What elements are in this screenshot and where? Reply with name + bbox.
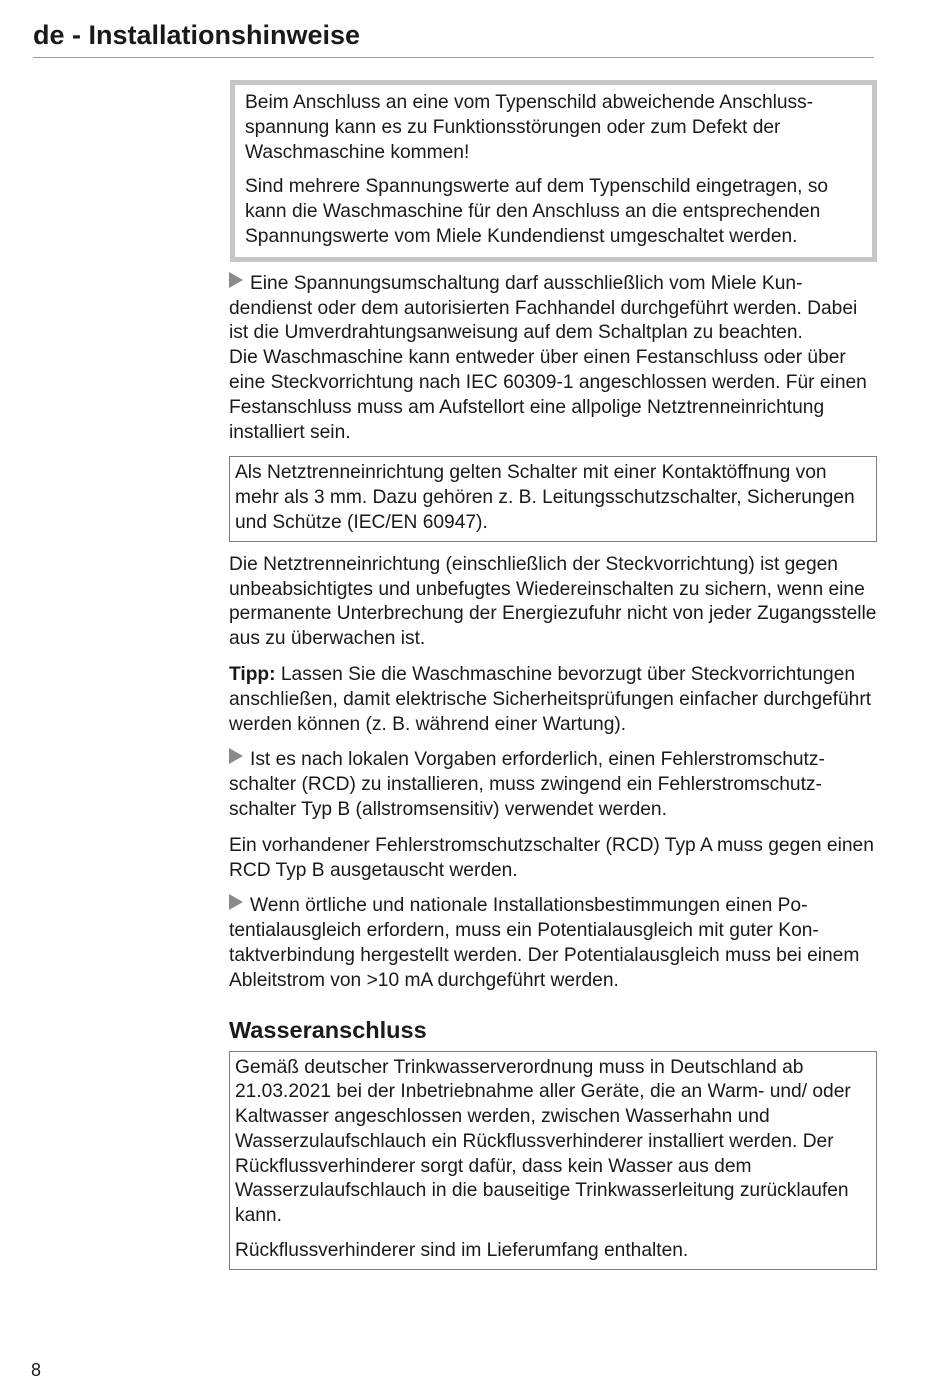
note-box-water [229,1051,877,1270]
tip-paragraph [229,663,877,737]
warning-text-1: Beim Anschluss an eine vom Typenschild abweichende Anschlussspannung kann es zu Funktionsstörungen oder zum Defekt der Waschmaschine kommen! [245,92,814,163]
water-text-2: Rückflussverhinderer sind im Lieferumfang enthalten. [235,1240,689,1262]
rcd-paragraph: Ein vorhandener Fehlerstromschutzschalter (RCD) Typ A muss gegen einen RCD Typ B ausgetauscht werden. [229,834,874,881]
page-header: de - Installationshinweise [33,18,874,58]
tip-text: Lassen Sie die Waschmaschine bevorzugt über Steckvorrichtungen anschließen, damit elektrische Sicherheitsprüfungen einfacher durchgeführt werden können (z. B. während einer Wartung). [229,663,872,735]
warning-text-2: Sind mehrere Spannungswerte auf dem Typenschild eingetragen, so kann die Waschmaschine für den Anschluss an die entsprechenden Spannungswerte vom Miele Kundendienst umgeschaltet werden. [245,176,829,247]
note-box-1-text: Als Netztrenneinrichtung gelten Schalter mit einer Kontaktöffnung von mehr als 3 mm. Dazu gehören z. B. Leitungsschutzschalter, Sicherungen und Schütze (IEC/EN 60947). [235,462,855,533]
instruction-2-text: Ist es nach lokalen Vorgaben erforderlich, einen Fehlerstromschutzschalter (RCD) zu installieren, muss zwingend ein Fehlerstromschutzschalter Typ B (allstromsensitiv) verwendet werden. [229,749,825,820]
note-box-disconnect [229,456,877,541]
instruction-3 [229,894,877,993]
water-text-1: Gemäß deutscher Trinkwasserverordnung muss in Deutschland ab 21.03.2021 bei der Inbetriebnahme aller Geräte, die an Warm- und/ oder Kaltwasser angeschlossen werden, zwischen Wasserhahn und Wasserzulaufschlauch ein Rückflussverhinderer installiert werden. Der Rückflussverhinderer sorgt dafür, dass kein Wasser aus dem Wasserzulaufschlauch in die bauseitige Trinkwasserleitung zurücklaufen kann. [235,1056,851,1227]
instruction-2 [229,748,877,822]
triangle-right-icon [229,748,243,764]
instruction-1-text: Eine Spannungsumschaltung darf ausschließlich vom Miele Kundendienst oder dem autorisierten Fachhandel durchgeführt werden. Dabei ist die Umverdrahtungsanweisung auf dem Schaltplan zu beachten. [229,272,858,344]
secure-paragraph: Die Netztrenneinrichtung (einschließlich der Steckvorrichtung) ist gegen unbeabsichtigtes und unbefugtes Wiedereinschalten zu sichern, wenn eine permanente Unterbrechung der Energiezufuhr nicht von jeder Zugangsstelle aus zu überwachen ist. [229,553,877,650]
triangle-right-icon [229,894,243,910]
warning-box [230,80,877,262]
triangle-right-icon [229,272,243,288]
tip-label: Tipp: [229,663,276,685]
section-title-wasseranschluss: Wasseranschluss [229,1016,427,1043]
main-content [229,80,877,1270]
instruction-1 [229,272,877,346]
instruction-3-text: Wenn örtliche und nationale Installationsbestimmungen einen Potentialausgleich erfordern, muss ein Potentialausgleich mit guter Kontaktverbindung hergestellt werden. Der Potentialausgleich muss bei einem Ableitstrom von >10 mA durchgeführt werden. [229,895,860,991]
fixed-connection-paragraph: Die Waschmaschine kann entweder über einen Festanschluss oder über eine Steckvorrichtung nach IEC 60309-1 angeschlossen werden. Für einen Festanschluss muss am Aufstellort eine allpolige Netztrenneinrichtung installiert sein. [229,347,867,443]
page-number: 8 [31,1360,42,1380]
